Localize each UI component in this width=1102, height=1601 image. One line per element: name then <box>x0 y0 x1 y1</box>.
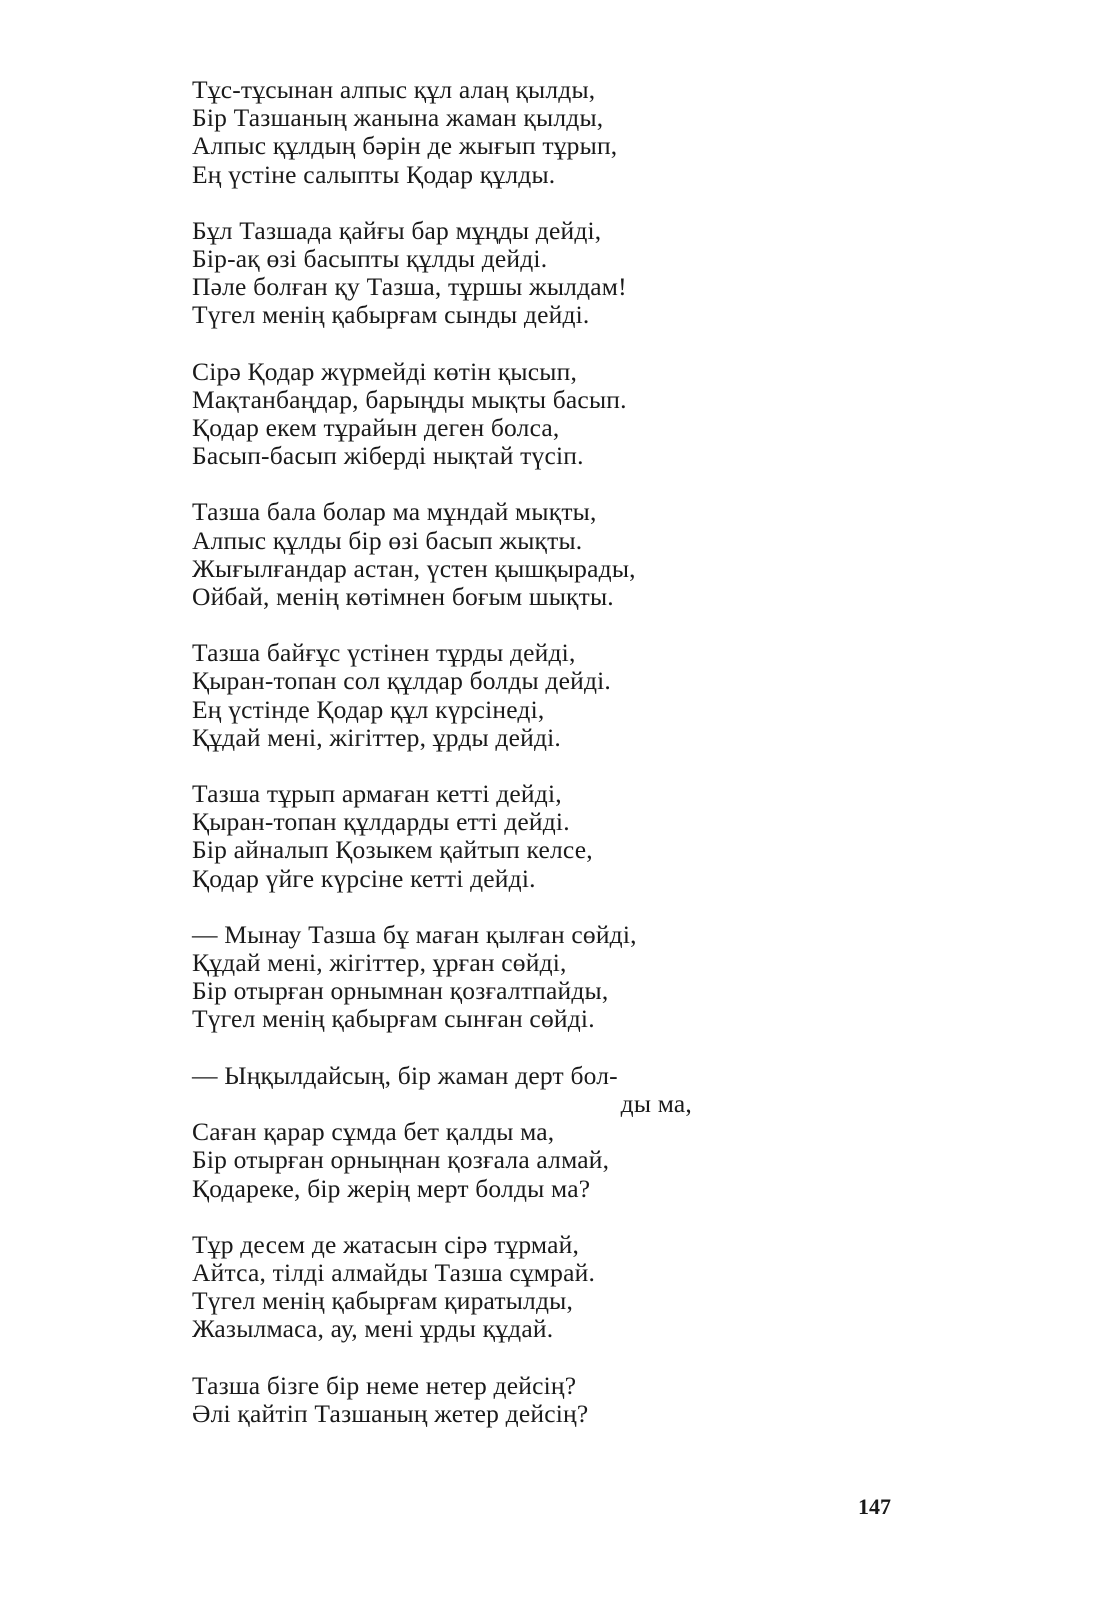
poem-line: Тұр десем де жатасын сірә тұрмай, <box>192 1229 580 1259</box>
poem-line: Саған қарар сұмда бет қалды ма, <box>192 1117 555 1147</box>
poem-line: Мақтанбаңдар, барыңды мықты басып. <box>192 384 627 414</box>
poem-line: Түгел менің қабырғам қиратылды, <box>192 1286 574 1316</box>
poem-line: Ең үстінде Қодар құл күрсінеді, <box>192 694 545 724</box>
poem-line: Жазылмаса, ау, мені ұрды құдай. <box>192 1314 554 1344</box>
poem-line: Тазша байғұс үстінен тұрды дейді, <box>192 638 576 668</box>
poem-line: Тазша бізге бір неме нетер дейсің? <box>192 1370 577 1400</box>
poem-line: Тазша тұрып армаған кетті дейді, <box>192 779 562 809</box>
poem-line: Түгел менің қабырғам сынған сөйді. <box>192 1004 595 1034</box>
poem-line: Түгел менің қабырғам сынды дейді. <box>192 300 590 330</box>
poem-text <box>192 76 752 1456</box>
poem-line: Басып-басып жіберді нықтай түсіп. <box>192 441 584 471</box>
poem-line: Бір айналып Қозыкем қайтып келсе, <box>192 835 593 865</box>
poem-line: Ең үстіне салыпты Қодар құлды. <box>192 159 556 189</box>
poem-line: Қыран-топан құлдарды етті дейді. <box>192 807 570 837</box>
stanza <box>192 217 752 330</box>
poem-line: Әлі қайтіп Тазшаның жетер дейсің? <box>192 1398 589 1428</box>
poem-line: Бір отырған орнымнан қозғалтпайды, <box>192 976 609 1006</box>
poem-line: Бір отырған орныңнан қозғала алмай, <box>192 1145 610 1175</box>
poem-line: Бір-ақ өзі басыпты құлды дейді. <box>192 244 548 274</box>
poem-line: Бұл Тазшада қайғы бар мұңды дейді, <box>192 215 602 245</box>
stanza <box>192 76 752 189</box>
poem-line: Сірә Қодар жүрмейді көтін қысып, <box>192 356 578 386</box>
stanza <box>192 498 752 611</box>
poem-line: Ойбай, менің көтімнен боғым шықты. <box>192 582 614 612</box>
stanza <box>192 358 752 471</box>
poem-line: — Ыңқылдайсың, бір жаман дерт бол- <box>192 1060 618 1090</box>
poem-line: Бір Тазшаның жанына жаман қылды, <box>192 103 604 133</box>
poem-line: Құдай мені, жігіттер, ұрған сөйді, <box>192 948 567 978</box>
stanza <box>192 1231 752 1344</box>
poem-line: Жығылғандар астан, үстен қышқырады, <box>192 553 636 583</box>
poem-line: Тазша бала болар ма мұндай мықты, <box>192 497 597 527</box>
poem-line: Қодар екем тұрайын деген болса, <box>192 413 560 443</box>
stanza <box>192 639 752 752</box>
poem-line: Пәле болған қу Тазша, тұршы жылдам! <box>192 272 627 302</box>
stanza <box>192 780 752 893</box>
stanza <box>192 1372 752 1428</box>
poem-line: — Мынау Тазша бұ маған қылған сөйді, <box>192 919 637 949</box>
poem-line: Айтса, тілді алмайды Тазша сұмрай. <box>192 1257 596 1287</box>
stanza <box>192 921 752 1034</box>
poem-line: Құдай мені, жігіттер, ұрды дейді. <box>192 722 561 752</box>
poem-line: Қодар үйге күрсіне кетті дейді. <box>192 863 536 893</box>
poem-line-continuation: ды ма, <box>620 1088 692 1118</box>
poem-line: Алпыс құлдың бәрін де жығып тұрып, <box>192 131 618 161</box>
stanza <box>192 1062 752 1203</box>
poem-line: Тұс-тұсынан алпыс құл алаң қылды, <box>192 75 596 104</box>
poem-line: Қыран-топан сол құлдар болды дейді. <box>192 666 611 696</box>
page-number: 147 <box>858 1494 891 1519</box>
poem-line: Алпыс құлды бір өзі басып жықты. <box>192 525 583 555</box>
poem-line: Қодареке, бір жерің мерт болды ма? <box>192 1173 591 1203</box>
